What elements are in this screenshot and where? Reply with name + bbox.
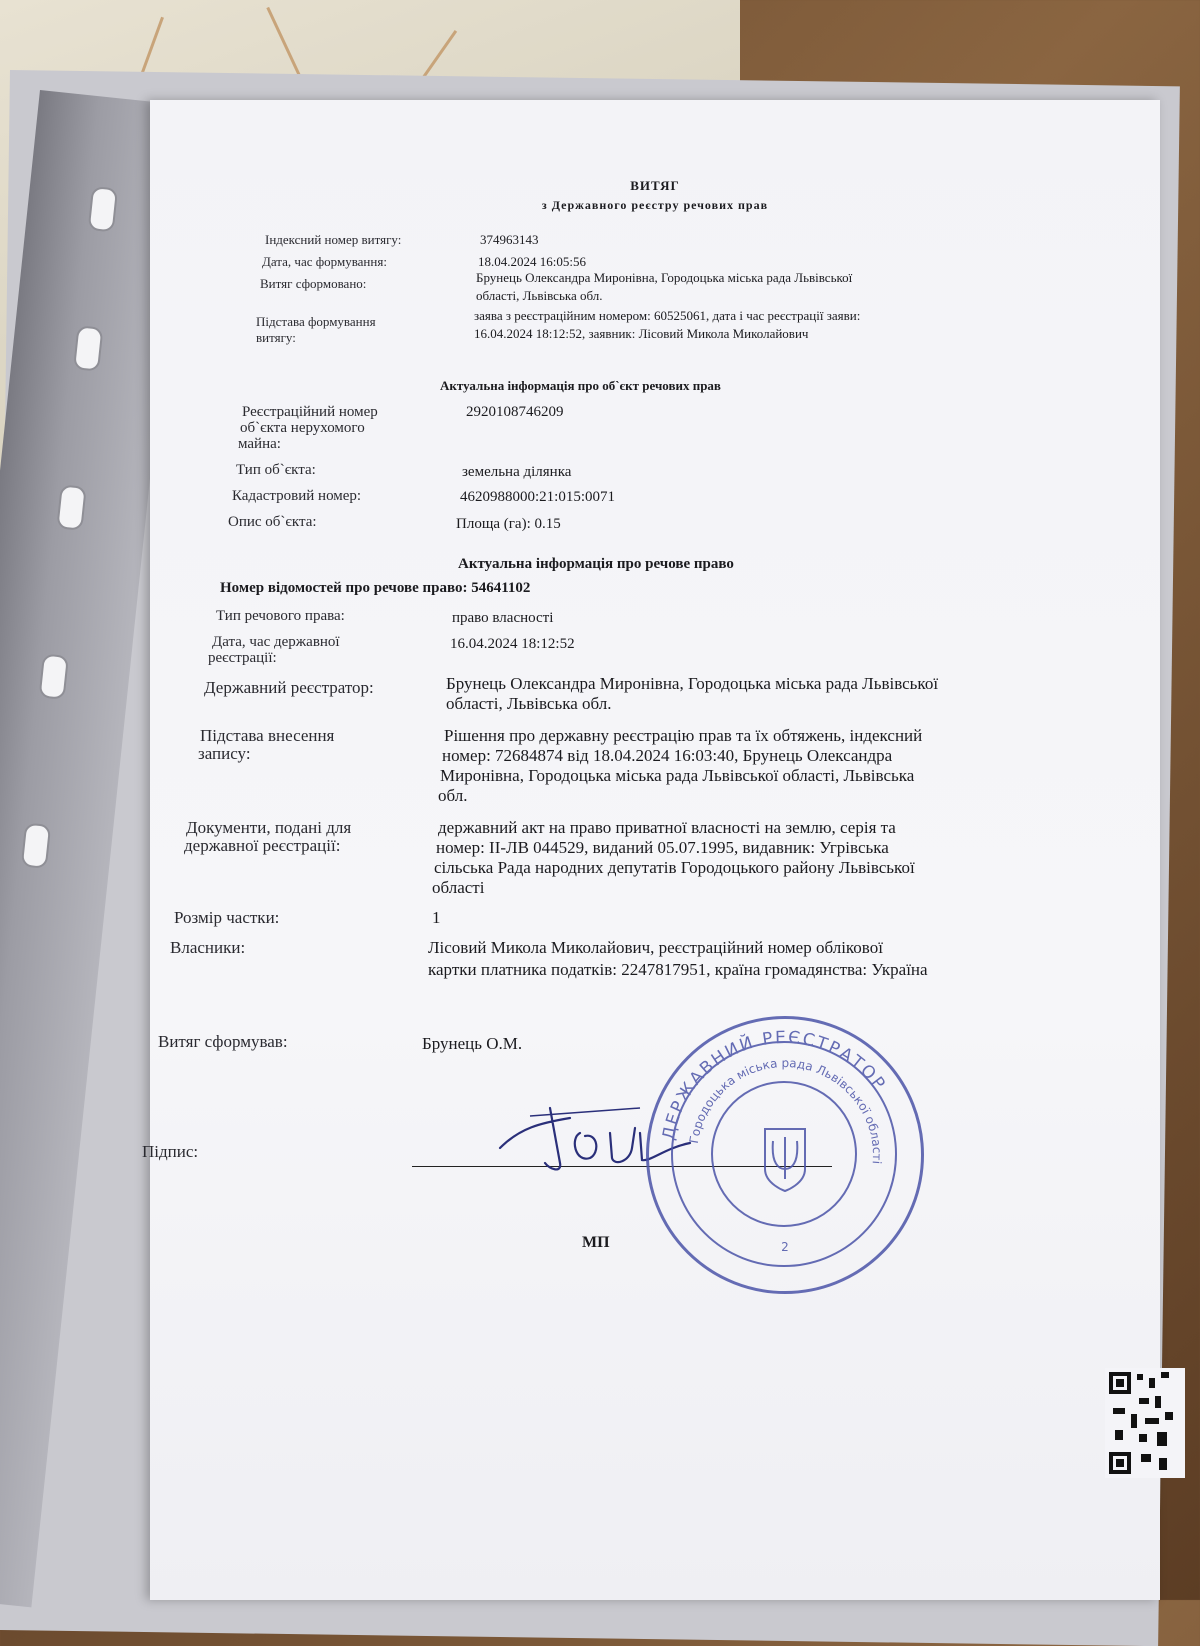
- entry-basis-value-line4: обл.: [438, 786, 468, 805]
- basis-value-line1: заява з реєстраційним номером: 60525061, дата і час реєстрації заяви:: [474, 308, 861, 323]
- formed-by-value-line2: області, Львівська обл.: [476, 288, 603, 303]
- stamp-number: 2: [781, 1240, 789, 1254]
- share-size-label: Розмір частки:: [174, 908, 280, 927]
- cadastral-label: Кадастровий номер:: [232, 488, 362, 504]
- documents-label-line1: Документи, подані для: [186, 818, 352, 837]
- cadastral-value: 4620988000:21:015:0071: [460, 489, 616, 505]
- record-number: Номер відомостей про речове право: 54641102: [220, 580, 531, 596]
- extract-document: [142, 100, 1160, 1600]
- index-number-label: Індексний номер витягу:: [265, 232, 402, 247]
- punch-hole: [88, 186, 118, 232]
- object-type-value: земельна ділянка: [462, 464, 572, 480]
- entry-basis-value-line3: Миронівна, Городоцька міська рада Львівської області, Львівська: [440, 766, 915, 785]
- documents-label-line2: державної реєстрації:: [184, 836, 341, 855]
- punch-hole: [73, 325, 103, 371]
- registrar-value-line1: Брунець Олександра Миронівна, Городоцька міська рада Львівської: [446, 674, 939, 693]
- registrar-value-line2: області, Львівська обл.: [446, 694, 612, 713]
- owners-value-line1: Лісовий Микола Миколайович, реєстраційний номер облікової: [428, 938, 883, 957]
- punch-hole: [56, 484, 86, 530]
- document-page: [142, 100, 1160, 1600]
- trident-emblem: [765, 1129, 805, 1191]
- documents-value-line1: державний акт на право приватної власності на землю, серія та: [438, 818, 896, 837]
- object-description-label: Опис об`єкта:: [228, 514, 317, 530]
- entry-basis-label-line1: Підстава внесення: [200, 726, 335, 745]
- punch-hole: [21, 822, 51, 868]
- documents-value-line4: області: [432, 878, 485, 897]
- formed-by-footer-label: Витяг сформував:: [158, 1032, 288, 1051]
- right-type-value: право власності: [452, 610, 554, 626]
- object-description-value: Площа (га): 0.15: [456, 516, 561, 532]
- official-stamp: [646, 1016, 924, 1294]
- formed-date-label: Дата, час формування:: [262, 254, 387, 269]
- reg-number-label-line3: майна:: [238, 436, 281, 452]
- entry-basis-value-line1: Рішення про державну реєстрацію прав та їх обтяжень, індексний: [444, 726, 923, 745]
- punch-hole: [39, 653, 69, 699]
- object-section-heading: Актуальна інформація про об`єкт речових прав: [440, 378, 721, 393]
- basis-label-line2: витягу:: [256, 330, 296, 345]
- formed-by-label: Витяг сформовано:: [260, 276, 367, 291]
- entry-basis-value-line2: номер: 72684874 від 18.04.2024 16:03:40, Брунець Олександра: [442, 746, 893, 765]
- qr-code: [1105, 1368, 1185, 1478]
- reg-date-label-line2: реєстрації:: [208, 650, 277, 666]
- right-type-label: Тип речового права:: [216, 608, 345, 624]
- document-title: ВИТЯГ: [630, 178, 680, 193]
- registrar-label: Державний реєстратор:: [204, 678, 374, 697]
- signature-label: Підпис:: [142, 1142, 199, 1161]
- object-type-label: Тип об`єкта:: [236, 462, 316, 478]
- owners-label: Власники:: [170, 938, 246, 957]
- reg-date-label-line1: Дата, час державної: [212, 634, 340, 650]
- documents-value-line3: сільська Рада народних депутатів Городоцького району Львівської: [434, 858, 915, 877]
- stamp-text-ring: [649, 1019, 921, 1291]
- seal-place-label: МП: [582, 1234, 610, 1251]
- reg-date-value: 16.04.2024 18:12:52: [450, 636, 575, 652]
- owners-value-line2: картки платника податків: 2247817951, країна громадянства: Україна: [428, 960, 928, 979]
- stamp-inner-text: Городоцька міська рада Львівської області: [686, 1055, 885, 1165]
- share-size-value: 1: [432, 908, 441, 927]
- reg-number-label-line2: об`єкта нерухомого: [240, 420, 365, 436]
- formed-date-value: 18.04.2024 16:05:56: [478, 254, 586, 269]
- basis-value-line2: 16.04.2024 18:12:52, заявник: Лісовий Микола Миколайович: [474, 326, 809, 341]
- basis-label-line1: Підстава формування: [256, 314, 376, 329]
- formed-by-footer-value: Брунець О.М.: [422, 1034, 523, 1053]
- entry-basis-label-line2: запису:: [198, 744, 251, 763]
- document-subtitle: з Державного реєстру речових прав: [541, 198, 769, 212]
- stamp-outer-text: ДЕРЖАВНИЙ РЕЄСТРАТОР: [658, 1027, 890, 1142]
- reg-number-label-line1: Реєстраційний номер: [242, 404, 378, 420]
- index-number-value: 374963143: [480, 232, 539, 247]
- documents-value-line2: номер: ІІ-ЛВ 044529, виданий 05.07.1995, видавник: Угрівська: [436, 838, 889, 857]
- reg-number-value: 2920108746209: [466, 404, 564, 420]
- formed-by-value-line1: Брунець Олександра Миронівна, Городоцька міська рада Львівської: [476, 270, 853, 285]
- right-section-heading: Актуальна інформація про речове право: [458, 556, 734, 572]
